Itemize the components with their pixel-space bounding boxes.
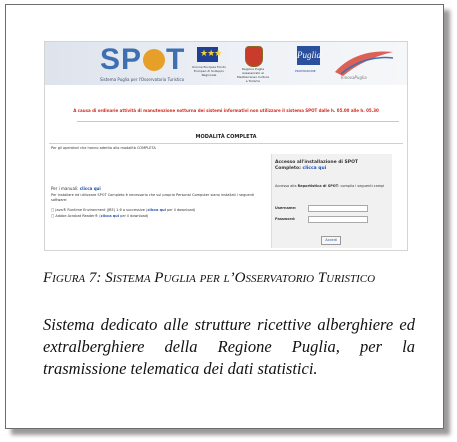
report-note: Accesso alla Reportistica di SPOT: compila i seguenti campi: [275, 184, 385, 188]
install-heading: Accesso all'installazione di SPOT Completo: clicca qui: [275, 160, 358, 171]
logo-o-icon: [143, 49, 165, 71]
bullet-icon: □: [51, 208, 56, 212]
operators-text: Per gli operatori che hanno aderito alla modalità COMPLETA: [51, 146, 156, 150]
software-item: □ Adobe Acrobat Reader® (clicca qui per il download): [51, 214, 149, 218]
figure-title: Sistema Puglia per l’Osservatorio Turistico: [105, 270, 376, 286]
figure-frame: [5, 4, 444, 429]
manuals-prefix: Per i manuali:: [51, 186, 79, 191]
mode-title: MODALITÀ COMPLETA: [195, 134, 257, 140]
password-label: Password:: [275, 217, 296, 221]
puglia-logo: Puglia: [297, 46, 320, 65]
region-caption: Regione Puglia Assessorato al Mediterraneo Cultura e Turismo: [237, 67, 269, 83]
bullet-icon: □: [51, 214, 56, 218]
username-label: Username:: [275, 206, 297, 210]
manuals-line: [51, 186, 101, 191]
requirements-text: Per installare ed utilizzare SPOT Completo è necessario che sul proprio Personal Computer siano installati i seguenti software:: [51, 193, 255, 202]
divider: [49, 143, 403, 144]
figure-caption-title: [43, 270, 433, 287]
eu-flag-icon: ★★★: [197, 47, 218, 62]
divider: [77, 121, 399, 122]
embedded-screenshot: [44, 41, 408, 251]
acrobat-download-link[interactable]: clicca qui: [100, 214, 119, 218]
spot-logo: SP T: [100, 43, 186, 76]
swoosh-logo-icon: [333, 48, 395, 78]
access-panel: [271, 154, 392, 248]
install-link[interactable]: clicca qui: [302, 166, 327, 171]
software-item: □ Java® Runtime Environment (JRE) 1.6 o successive (clicca qui per il download): [51, 208, 196, 212]
innova-caption: InnovaPuglia: [341, 75, 367, 80]
figure-caption-body: Sistema dedicato alle strutture ricettive alberghiere ed extralberghiere della Regione Puglia, per la trasmissione telematica dei dati statistici.: [43, 315, 415, 378]
region-crest-icon: [245, 46, 263, 67]
promo-caption: PROMOZIONE: [295, 69, 316, 73]
login-button[interactable]: Accedi: [321, 236, 341, 245]
java-download-link[interactable]: clicca qui: [147, 208, 166, 212]
header-banner: [45, 42, 407, 85]
manuals-link[interactable]: clicca qui: [79, 186, 101, 191]
eu-caption: Unione Europea Fondo Europeo di Sviluppo Regionale: [192, 65, 226, 77]
password-input[interactable]: [308, 216, 368, 223]
username-input[interactable]: [308, 205, 368, 212]
figure-label: Figura 7:: [43, 270, 102, 286]
maintenance-notice: A causa di ordinarie attività di manutenzione notturna dei sistemi informativi non utilizzare il sistema SPOT dalle h. 05.00 alle h. 05.30: [73, 108, 379, 113]
logo-subtitle: Sistema Puglia per l'Osservatorio Turistico: [100, 77, 185, 82]
